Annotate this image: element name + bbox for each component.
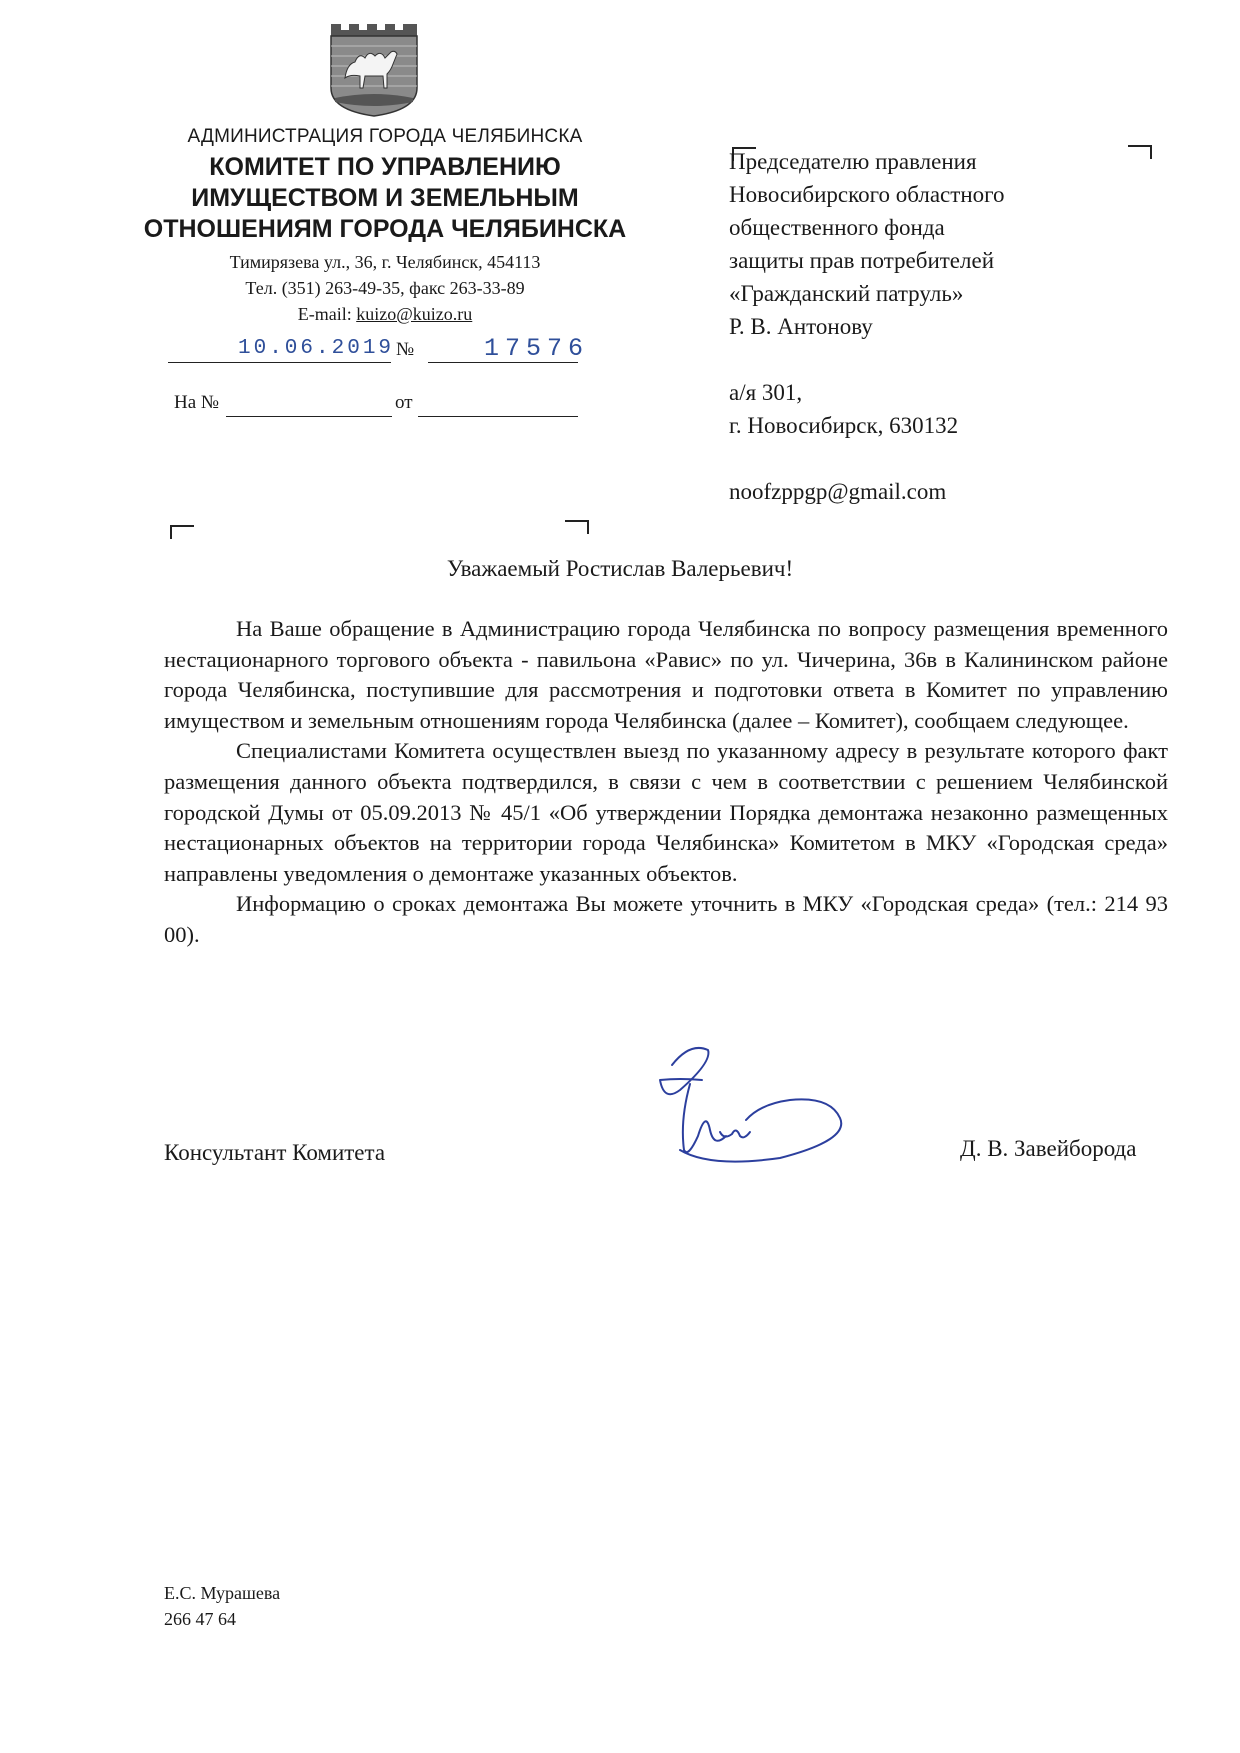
recipient-po-box: а/я 301, <box>729 380 803 405</box>
coat-of-arms-icon <box>323 18 425 118</box>
recipient-line-5: «Гражданский патруль» <box>729 281 964 306</box>
recipient-name: Р. В. Антонову <box>729 314 873 339</box>
sender-phone: Тел. (351) 263-49-35, факс 263-33-89 <box>245 278 525 298</box>
executor-name: Е.С. Мурашева <box>164 1583 281 1603</box>
email-label: E-mail: <box>297 304 357 324</box>
recipient-line-4: защиты прав потребителей <box>729 248 995 273</box>
executor-phone: 266 47 64 <box>164 1609 236 1629</box>
reply-to-label: На № <box>174 392 220 413</box>
committee-name-line-1: КОМИТЕТ ПО УПРАВЛЕНИЮ <box>209 153 561 181</box>
recipient-line-2: Новосибирского областного <box>729 182 1005 207</box>
recipient-email[interactable]: noofzppgp@gmail.com <box>729 479 947 504</box>
handwritten-signature-icon <box>650 1040 860 1170</box>
committee-name-line-3: ОТНОШЕНИЯМ ГОРОДА ЧЕЛЯБИНСКА <box>143 215 627 243</box>
recipient-line-1: Председателю правления <box>729 149 977 174</box>
recipient-line-3: общественного фонда <box>729 215 945 240</box>
body-paragraph-1: На Ваше обращение в Администрацию города Челябинска по вопросу размещения временного нестационарного торгового объекта - павильона «Равис» по ул. Чичерина, 36в в Калининском районе города Челябинска, поступившие для рассмотрения и подготовки ответа в Комитет по управлению имуществом и земельным отношениям города Челябинска (далее – Комитет), сообщаем следующее. <box>164 616 1168 733</box>
administration-title: АДМИНИСТРАЦИЯ ГОРОДА ЧЕЛЯБИНСКА <box>187 126 583 147</box>
corner-mark-top-left <box>170 525 194 539</box>
date-line <box>168 362 391 363</box>
from-label: от <box>395 392 413 413</box>
salutation: Уважаемый Ростислав Валерьевич! <box>446 556 794 581</box>
from-line <box>418 416 578 417</box>
corner-mark-top-right <box>565 520 589 534</box>
body-paragraph-3: Информацию о сроках демонтажа Вы можете уточнить в МКУ «Городская среда» (тел.: 214 93 00). <box>164 891 1168 947</box>
number-sign: № <box>396 339 415 360</box>
signatory-position: Консультант Комитета <box>164 1140 386 1165</box>
letter-body <box>164 614 1168 951</box>
registration-date-stamp: 10.06.2019 <box>238 337 395 360</box>
sender-email-link[interactable]: kuizo@kuizo.ru <box>356 304 473 324</box>
recipient-city: г. Новосибирск, 630132 <box>729 413 959 438</box>
registration-number-stamp: 17576 <box>484 334 590 363</box>
reply-to-line <box>226 416 392 417</box>
sender-email-line <box>120 301 650 327</box>
committee-name-line-2: ИМУЩЕСТВОМ И ЗЕМЕЛЬНЫМ <box>191 184 579 212</box>
body-paragraph-2: Специалистами Комитета осуществлен выезд по указанному адресу в результате которого факт размещения данного объекта подтвердился, в связи с чем в соответствии с решением Челябинской городской Думы от 05.09.2013 № 45/1 «Об утверждении Порядка демонтажа незаконно размещенных нестационарных объектов на территории города Челябинска» Комитетом в МКУ «Городская среда» направлены уведомления о демонтаже указанных объектов. <box>164 738 1168 886</box>
sender-address: Тимирязева ул., 36, г. Челябинск, 454113 <box>229 252 541 272</box>
recipient-corner-mark-right <box>1128 145 1152 159</box>
signatory-name: Д. В. Завейборода <box>960 1136 1137 1161</box>
